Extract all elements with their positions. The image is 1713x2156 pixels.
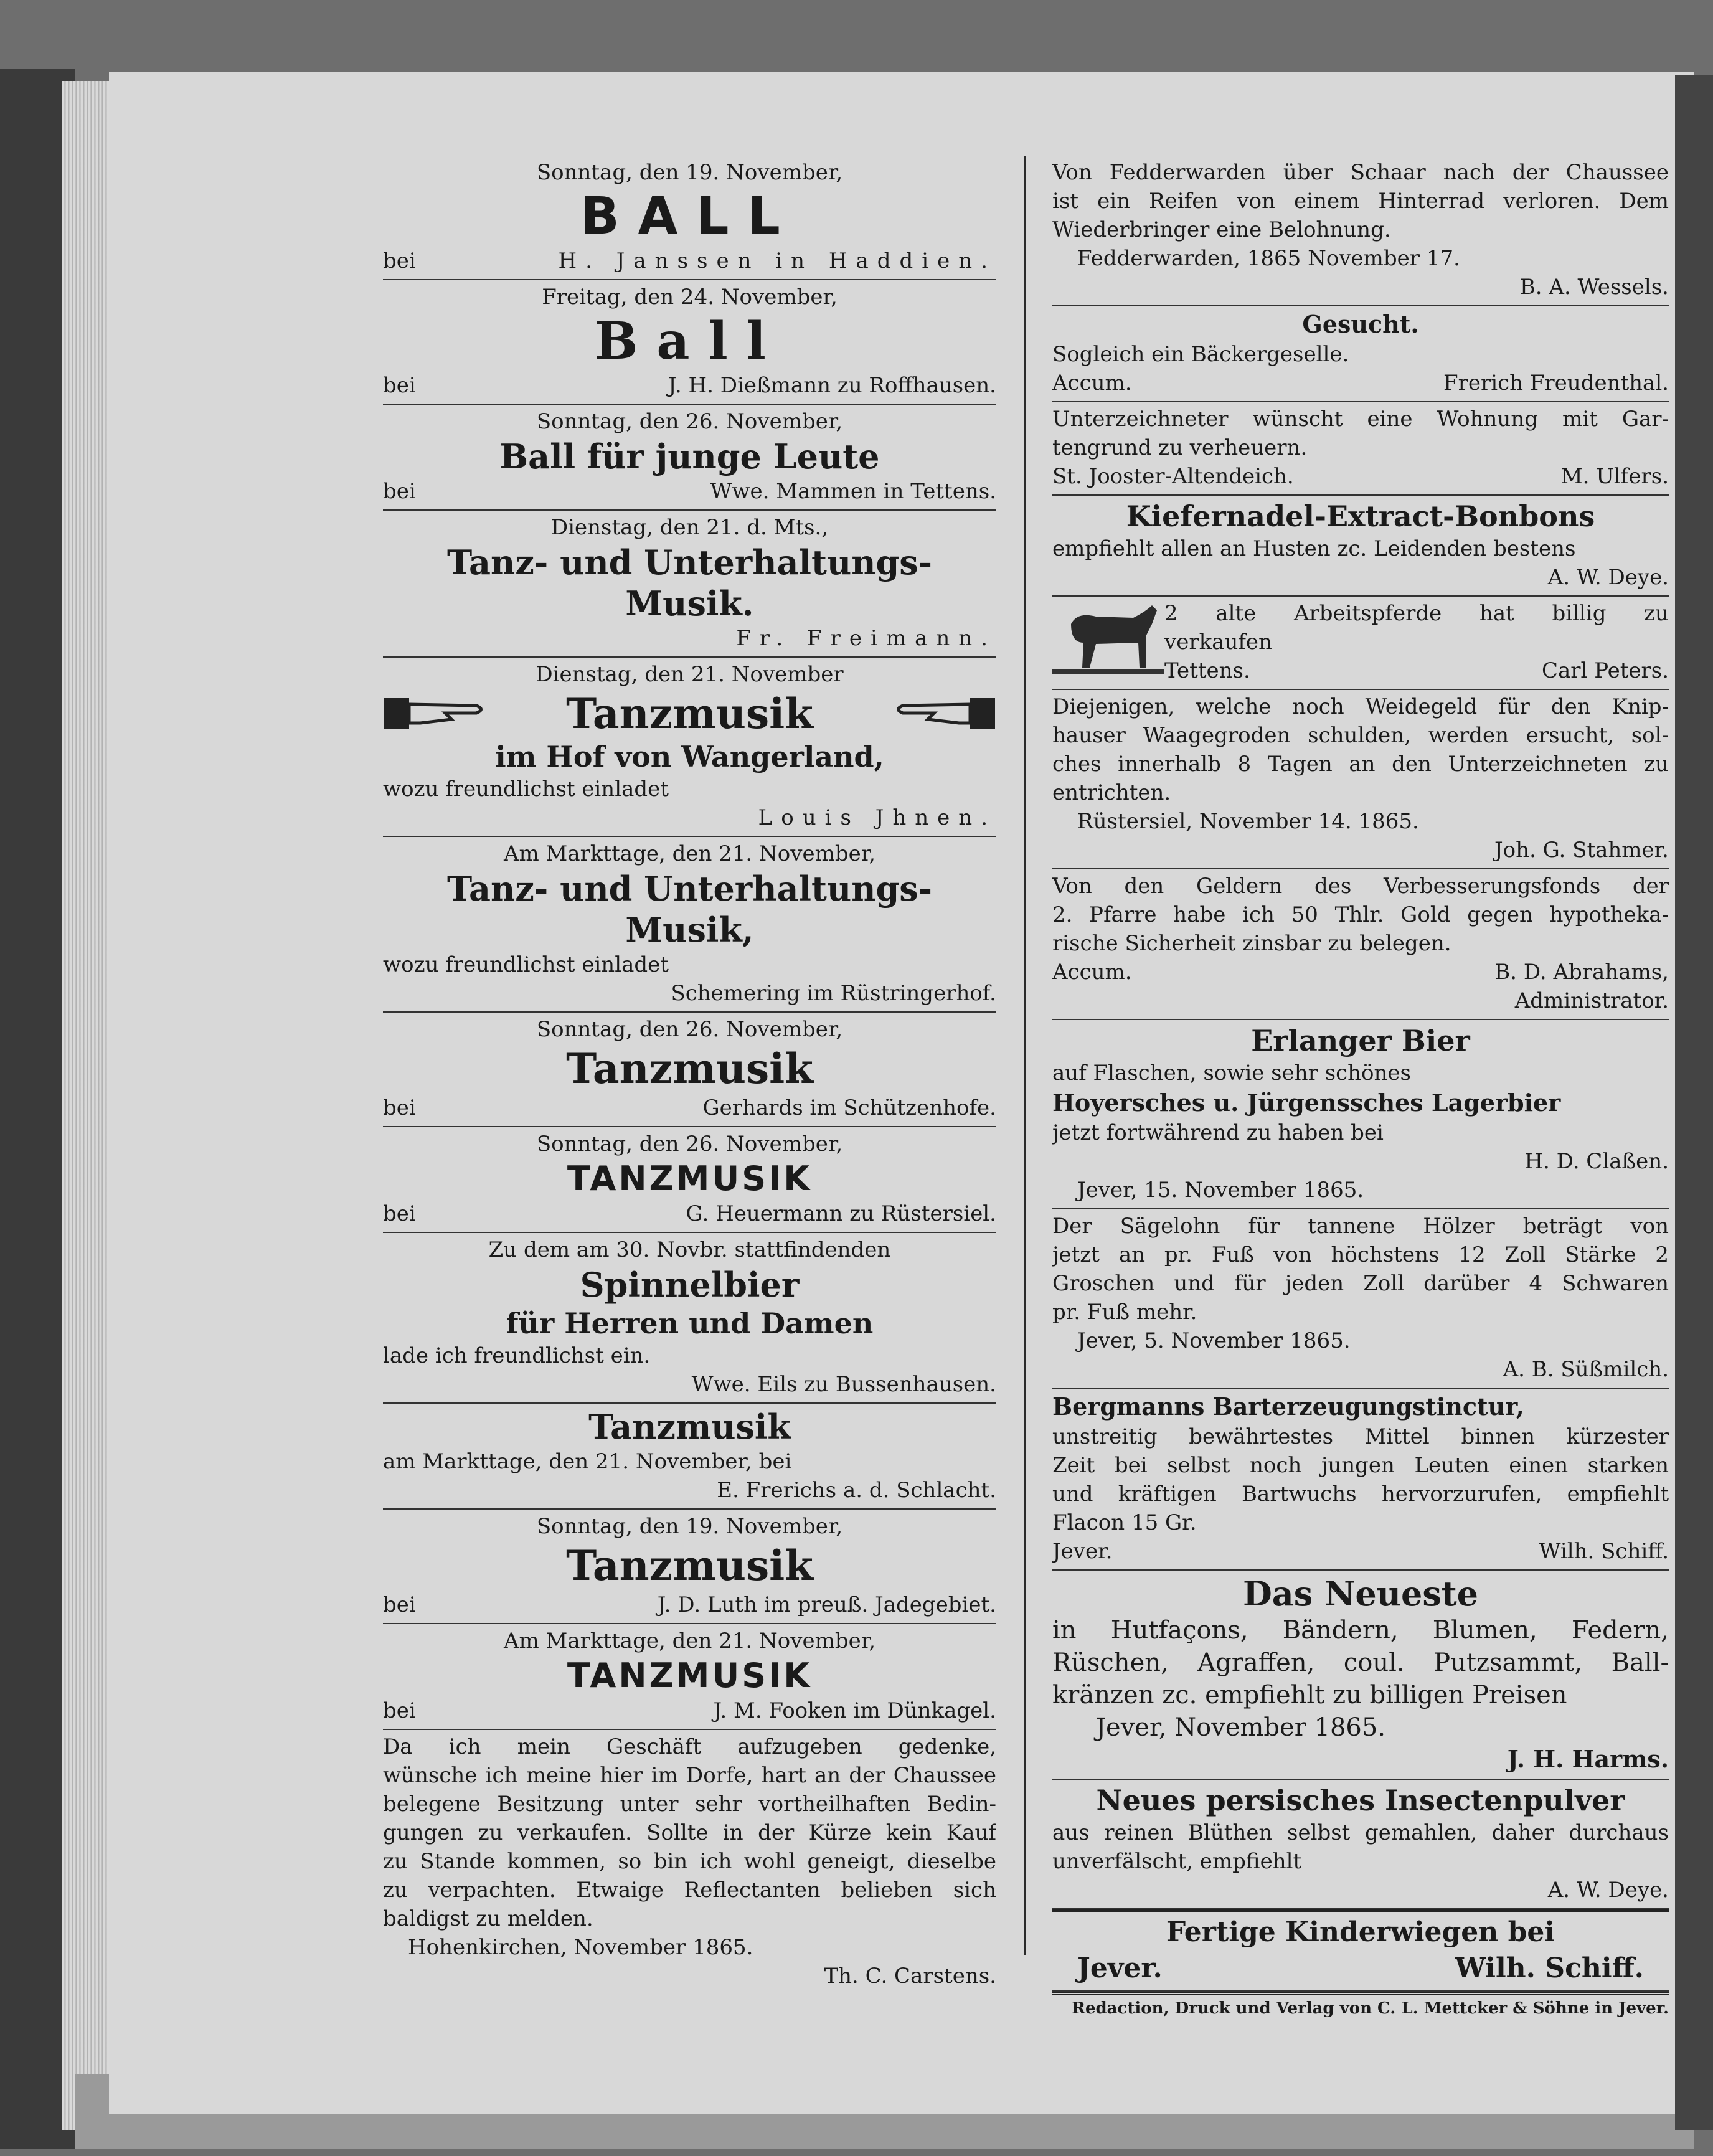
ad-title-line1: Tanz- und Unterhaltungs-: [446, 542, 933, 582]
ad-fooken: [383, 1624, 996, 1730]
ad-host: Joh. G. Stahmer.: [1494, 838, 1669, 863]
ad-text-line: entrichten.: [1052, 780, 1171, 805]
ad-host: B. A. Wessels.: [1519, 275, 1669, 300]
ad-place: Jever, 15. November 1865.: [1077, 1178, 1364, 1203]
ad-host: G. Heuermann zu Rüstersiel.: [686, 1201, 996, 1226]
ad-host: J. M. Fooken im Dünkagel.: [713, 1698, 996, 1723]
ad-date: Am Markttage, den 21. November,: [503, 841, 876, 866]
ad-host: A. W. Deye.: [1547, 565, 1669, 590]
ad-spinnelbier: [383, 1233, 996, 1404]
ad-text-line: kränzen zc. empfiehlt zu billigen Preisen: [1052, 1681, 1567, 1709]
ad-text-line: 2. Pfarre habe ich 50 Thlr. Gold gegen hypotheka-: [1052, 902, 1669, 927]
ad-title-line1: Tanz- und Unterhaltungs-: [446, 869, 933, 909]
ad-schemering: [383, 837, 996, 1013]
ad-title-line2: Musik.: [625, 584, 754, 623]
ad-text-line: Der Sägelohn für tannene Hölzer beträgt von: [1052, 1214, 1669, 1239]
ad-ball-janssen: [383, 156, 996, 280]
ad-title: Gesucht.: [1302, 310, 1419, 338]
ad-location: St. Jooster-Altendeich.: [1052, 464, 1294, 489]
column-divider: [1024, 156, 1026, 1955]
ad-host: Wwe. Eils zu Bussenhausen.: [691, 1372, 996, 1397]
ad-place: Hohenkirchen, November 1865.: [408, 1935, 753, 1960]
ad-insectenpulver: [1052, 1780, 1669, 1909]
ad-invite: wozu freundlichst einladet: [383, 952, 669, 977]
pointing-hand-icon: [383, 692, 489, 735]
ad-arbeitspferde: [1052, 597, 1669, 690]
ad-title: Ball: [595, 311, 785, 371]
ad-text-line: Von den Geldern des Verbesserungsfonds der: [1052, 874, 1669, 899]
ad-heuermann: [383, 1127, 996, 1233]
ad-kinderwiegen: [1052, 1909, 1669, 1992]
ad-text-line: Wiederbringer eine Belohnung.: [1052, 217, 1391, 242]
ad-text-line: gungen zu verkaufen. Sollte in der Kürze kein Kauf: [383, 1820, 996, 1845]
ad-date: Sonntag, den 26. November,: [536, 409, 843, 434]
left-column: [383, 156, 996, 1994]
ad-title: TANZMUSIK: [567, 1656, 813, 1695]
ad-text-line: pr. Fuß mehr.: [1052, 1300, 1197, 1325]
ad-text-line: Zeit bei selbst noch jungen Leuten einen starken: [1052, 1453, 1669, 1478]
ad-line: empfiehlt allen an Husten zc. Leidenden bestens: [1052, 536, 1576, 561]
ad-host: E. Frerichs a. d. Schlacht.: [717, 1478, 996, 1503]
ad-text-line: baldigst zu melden.: [383, 1906, 593, 1931]
ad-text-line: belegene Besitzung unter sehr vortheilhaften Bedin-: [383, 1792, 996, 1817]
ad-date: Am Markttage, den 21. November,: [503, 1629, 876, 1653]
ad-text-line: Diejenigen, welche noch Weidegeld für den Knip-: [1052, 694, 1669, 719]
ad-place: Fedderwarden, 1865 November 17.: [1077, 246, 1460, 271]
ad-location: Accum.: [1052, 371, 1132, 395]
ad-host: Wwe. Mammen in Tettens.: [710, 479, 996, 504]
ad-host: J. H. Dießmann zu Roffhausen.: [668, 373, 996, 398]
ad-das-neueste: [1052, 1571, 1669, 1780]
ad-location: Accum.: [1052, 960, 1132, 985]
ad-title: Tanzmusik: [566, 1541, 813, 1590]
ad-text-line: ches innerhalb 8 Tagen an den Unterzeichneten zu: [1052, 752, 1669, 777]
ad-text-line: rische Sicherheit zinsbar zu belegen.: [1052, 931, 1451, 956]
ad-title: Kiefernadel-Extract-Bonbons: [1126, 499, 1595, 533]
ad-host: Wilh. Schiff.: [1539, 1539, 1669, 1564]
ad-text-line: Da ich mein Geschäft aufzugeben gedenke,: [383, 1734, 996, 1759]
ad-suessmilch: [1052, 1209, 1669, 1389]
ad-stahmer: [1052, 690, 1669, 869]
ad-hof-von-wangerland: [383, 658, 996, 837]
ad-text-line: in Hutfaçons, Bändern, Blumen, Federn,: [1052, 1616, 1669, 1645]
ad-date: Freitag, den 24. November,: [542, 285, 838, 310]
ad-line: am Markttage, den 21. November, bei: [383, 1449, 792, 1474]
ad-host-prefix: bei: [383, 1201, 416, 1226]
ad-text-line: zu verpachten. Etwaige Reflectanten belieben sich: [383, 1878, 996, 1903]
ad-ball-junge-leute: [383, 405, 996, 511]
ad-date: Sonntag, den 26. November,: [536, 1132, 843, 1156]
ad-host: A. B. Süßmilch.: [1503, 1357, 1669, 1382]
ad-host: Gerhards im Schützenhofe.: [702, 1095, 996, 1120]
ad-host: H. D. Claßen.: [1524, 1149, 1669, 1174]
ad-subtitle: im Hof von Wangerland,: [495, 740, 884, 773]
ad-title-line2: Musik,: [625, 910, 754, 950]
ad-host: Schemering im Rüstringerhof.: [671, 981, 996, 1006]
imprint-footer: Redaction, Druck und Verlag von C. L. Mettcker & Söhne in Jever.: [1052, 1992, 1669, 2018]
ad-place: Jever, November 1865.: [1096, 1713, 1386, 1742]
ad-title: Erlanger Bier: [1251, 1024, 1470, 1057]
ad-location: Jever.: [1052, 1539, 1113, 1564]
ad-title: Tanzmusik: [566, 689, 813, 738]
ad-invite: lade ich freundlichst ein.: [383, 1343, 651, 1368]
ad-host-prefix: bei: [383, 248, 416, 273]
ad-erlanger-bier: [1052, 1020, 1669, 1209]
ad-place: Jever, 5. November 1865.: [1077, 1328, 1351, 1353]
ad-location: Jever.: [1077, 1952, 1163, 1984]
ad-text-line: Unterzeichneter wünscht eine Wohnung mit Gar-: [1052, 407, 1669, 432]
ad-host: Louis Jhnen.: [758, 805, 996, 830]
ad-date: Sonntag, den 26. November,: [536, 1017, 843, 1042]
ad-title: Tanzmusik: [588, 1407, 791, 1447]
ad-title: BALL: [580, 187, 799, 246]
ad-text-line: Rüschen, Agraffen, coul. Putzsammt, Ball-: [1052, 1648, 1669, 1677]
ad-text-line: unstreitig bewährtestes Mittel binnen kürzester: [1052, 1424, 1669, 1449]
ad-date: Zu dem am 30. Novbr. stattfindenden: [488, 1237, 891, 1262]
pointing-hand-icon: [890, 692, 996, 735]
ad-date: Sonntag, den 19. November,: [536, 1514, 843, 1539]
ad-luth: [383, 1510, 996, 1624]
ad-invite: wozu freundlichst einladet: [383, 777, 669, 801]
ad-wessels: [1052, 156, 1669, 306]
ad-gesucht: [1052, 306, 1669, 402]
ad-gerhards: [383, 1013, 996, 1127]
ad-line: Fertige Kinderwiegen bei: [1166, 1916, 1555, 1948]
ad-text-line: ist ein Reifen von einem Hinterrad verloren. Dem: [1052, 189, 1669, 214]
ad-title: Tanzmusik: [566, 1044, 813, 1093]
ad-date: Dienstag, den 21. November: [536, 662, 844, 687]
ad-host: H. Janssen in Haddien.: [558, 248, 996, 273]
ad-host: M. Ulfers.: [1560, 464, 1669, 489]
ad-host-prefix: bei: [383, 1592, 416, 1617]
ad-host: B. D. Abrahams,: [1494, 960, 1669, 985]
page-stack: [62, 81, 112, 2130]
ad-text-line: Flacon 15 Gr.: [1052, 1510, 1197, 1535]
ad-date: Dienstag, den 21. d. Mts.,: [550, 515, 829, 540]
ad-frerichs: [383, 1404, 996, 1510]
ad-host: Carl Peters.: [1542, 658, 1669, 683]
ad-title: Bergmanns Barterzeugungstinctur,: [1052, 1392, 1524, 1421]
ad-title: Spinnelbier: [580, 1265, 800, 1305]
ad-title: Neues persisches Insectenpulver: [1096, 1784, 1625, 1817]
ad-host: Fr. Freimann.: [736, 626, 996, 651]
ad-carstens: [383, 1730, 996, 1994]
ad-text-line: tengrund zu verheuern.: [1052, 435, 1308, 460]
ad-host-prefix: bei: [383, 1095, 416, 1120]
ad-freimann: [383, 511, 996, 658]
ad-ball-diessmann: [383, 280, 996, 405]
ad-host: J. D. Luth im preuß. Jadegebiet.: [657, 1592, 996, 1617]
ad-host-prefix: bei: [383, 1698, 416, 1723]
ad-text-line: wünsche ich meine hier im Dorfe, hart an der Chaussee: [383, 1763, 996, 1788]
ad-text-line: 2 alte Arbeitspferde hat billig zu: [1164, 601, 1669, 626]
ad-line: auf Flaschen, sowie sehr schönes: [1052, 1061, 1411, 1085]
ad-place: Rüstersiel, November 14. 1865.: [1077, 809, 1419, 834]
ad-host: J. H. Harms.: [1507, 1745, 1669, 1773]
ad-title: Ball für junge Leute: [499, 437, 880, 476]
ad-ulfers: [1052, 402, 1669, 496]
ad-text-line: und kräftigen Bartwuchs hervorzurufen, empfiehlt: [1052, 1482, 1669, 1506]
ad-text-line: jetzt an pr. Fuß von höchstens 12 Zoll Stärke 2: [1052, 1242, 1669, 1267]
ad-host: Th. C. Carstens.: [824, 1964, 996, 1988]
ad-title: TANZMUSIK: [567, 1159, 813, 1198]
ad-text-line: Von Fedderwarden über Schaar nach der Chaussee: [1052, 160, 1669, 185]
ad-text-line: hauser Waagegroden schulden, werden ersucht, sol-: [1052, 723, 1669, 748]
ad-host: Wilh. Schiff.: [1455, 1952, 1644, 1984]
ad-role: Administrator.: [1514, 988, 1669, 1013]
ad-title: Das Neueste: [1242, 1574, 1479, 1614]
ad-location: Tettens.: [1164, 658, 1250, 683]
ad-subtitle: für Herren und Damen: [506, 1307, 874, 1340]
ad-text-line: aus reinen Blüthen selbst gemahlen, daher durchaus: [1052, 1820, 1669, 1845]
ad-abrahams: [1052, 869, 1669, 1020]
horse-icon: [1052, 599, 1164, 680]
ad-line: Sogleich ein Bäckergeselle.: [1052, 342, 1349, 367]
book-right-edge: [1675, 75, 1713, 2130]
ad-text-line: zu Stande kommen, so bin ich wohl geneigt, dieselbe: [383, 1849, 996, 1874]
ad-subtitle: Hoyersches u. Jürgenssches Lagerbier: [1052, 1089, 1561, 1117]
right-column: [1052, 156, 1669, 2018]
ad-line: jetzt fortwährend zu haben bei: [1052, 1120, 1384, 1145]
ad-bonbons: [1052, 496, 1669, 597]
ad-host-prefix: bei: [383, 373, 416, 398]
ad-host: A. W. Deye.: [1547, 1878, 1669, 1903]
ad-host-prefix: bei: [383, 479, 416, 504]
ad-bergmanns: [1052, 1389, 1669, 1571]
ad-text-line: verkaufen: [1164, 630, 1272, 655]
ad-text-line: unverfälscht, empfiehlt: [1052, 1849, 1302, 1874]
ad-date: Sonntag, den 19. November,: [536, 160, 843, 185]
ad-host: Frerich Freudenthal.: [1443, 371, 1669, 395]
ad-text-line: Groschen und für jeden Zoll darüber 4 Schwaren: [1052, 1271, 1669, 1296]
